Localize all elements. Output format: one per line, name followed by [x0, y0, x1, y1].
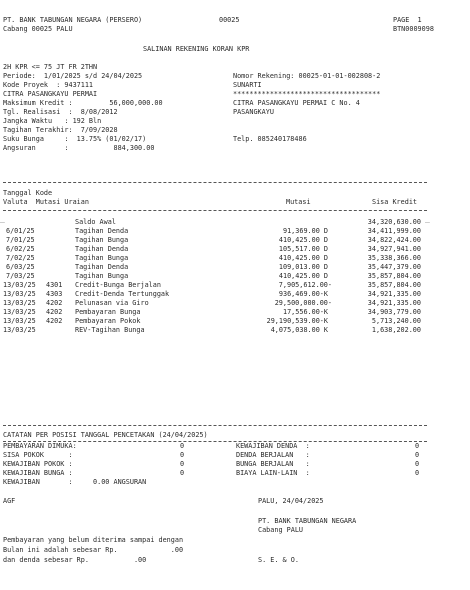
row-mutasi: 410,425.00 D [278, 236, 328, 244]
row-sisa-kredit: 34,903,779.00 [367, 308, 421, 316]
column-sisa-kredit-header: Sisa Kredit [372, 198, 418, 206]
row-date: 13/03/25 [3, 317, 36, 325]
note-line-1: Pembayaran yang belum diterima sampai dengan [3, 536, 184, 544]
document-number: BTN0009098 [393, 25, 434, 33]
kewajiban-denda-value: 0 [415, 442, 420, 450]
right-margin-mark: ‾ [425, 221, 430, 230]
row-uraian: Credit-Bunga Berjalan [75, 281, 161, 289]
row-sisa-kredit: 34,320,630.00 [367, 218, 421, 226]
jangka-waktu-line: Jangka Waktu : 192 Bln [3, 117, 102, 125]
row-date: 6/01/25 [6, 227, 35, 235]
agf-code: AGF [3, 497, 16, 505]
row-uraian: Credit-Denda Tertunggak [75, 290, 170, 298]
row-uraian: Tagihan Denda [75, 263, 129, 271]
row-date: 13/03/25 [3, 308, 36, 316]
signature-bank-branch: Cabang PALU [258, 526, 304, 534]
row-date: 7/02/25 [6, 254, 35, 262]
row-uraian: Saldo Awal [75, 218, 116, 226]
row-kode: 4202 [46, 317, 63, 325]
row-uraian: Tagihan Bunga [75, 254, 129, 262]
bunga-berjalan-label: BUNGA BERJALAN : [236, 460, 310, 468]
pembayaran-dimuka-value: 0 [180, 442, 185, 450]
row-uraian: Tagihan Bunga [75, 236, 129, 244]
kewajiban-denda-label: KEWAJIBAN DENDA : [236, 442, 310, 450]
nomor-rekening-line: Nomor Rekening: 00025-01-01-002808-2 [233, 72, 381, 80]
row-date: 13/03/25 [3, 290, 36, 298]
table-bottom-rule [3, 425, 427, 426]
branch-name: Cabang 00025 PALU [3, 25, 73, 33]
note-line-2: Bulan ini adalah sebesar Rp. .00 [3, 546, 184, 554]
row-sisa-kredit: 34,927,941.00 [367, 245, 421, 253]
tgl-realisasi-line: Tgl. Realisasi : 8/08/2012 [3, 108, 118, 116]
signature-bank-name: PT. BANK TABUNGAN NEGARA [258, 517, 357, 525]
left-margin-mark: ‾ [0, 221, 5, 230]
sisa-pokok-value: 0 [180, 451, 185, 459]
row-uraian: Pembayaran Pokok [75, 317, 141, 325]
row-sisa-kredit: 34,921,335.00 [367, 290, 421, 298]
alamat-line-2: PASANGKAYU [233, 108, 274, 116]
kewajiban-pokok-label: KEWAJIBAN POKOK : [3, 460, 73, 468]
product-line: 2H KPR <= 75 JT FR 2THN [3, 63, 98, 71]
row-uraian: Pelunasan via Giro [75, 299, 149, 307]
denda-berjalan-value: 0 [415, 451, 420, 459]
row-mutasi: 410,425.00 D [278, 272, 328, 280]
page-number: PAGE 1 [393, 16, 422, 24]
row-uraian: Tagihan Denda [75, 245, 129, 253]
row-uraian: Tagihan Denda [75, 227, 129, 235]
row-date: 6/02/25 [6, 245, 35, 253]
telepon-line: Telp. 085240178486 [233, 135, 307, 143]
kode-proyek-line: Kode Proyek : 9437111 [3, 81, 94, 89]
column-mutasi-header: Mutasi [286, 198, 311, 206]
tagihan-terakhir-line: Tagihan Terakhir: 7/09/2028 [3, 126, 118, 134]
kewajiban-bunga-label: KEWAJIBAN BUNGA : [3, 469, 73, 477]
row-sisa-kredit: 5,713,240.00 [371, 317, 421, 325]
stars-line: ************************************ [233, 90, 381, 98]
table-header-rule [3, 210, 427, 211]
row-mutasi: 17,556.00-K [282, 308, 328, 316]
denda-berjalan-label: DENDA BERJALAN : [236, 451, 310, 459]
row-kode: 4202 [46, 299, 63, 307]
page-title: SALINAN REKENING KORAN KPR [143, 45, 250, 53]
row-mutasi: 29,190,539.00-K [266, 317, 328, 325]
row-uraian: Pembayaran Bunga [75, 308, 141, 316]
row-date: 13/03/25 [3, 299, 36, 307]
errors-omissions-note: S. E. & O. [258, 556, 299, 564]
row-date: 7/03/25 [6, 272, 35, 280]
row-sisa-kredit: 35,447,379.00 [367, 263, 421, 271]
table-header-line-1: Tanggal Kode [3, 189, 53, 197]
row-mutasi: 4,075,038.00 K [270, 326, 328, 334]
periode-line: Periode: 1/01/2025 s/d 24/04/2025 [3, 72, 143, 80]
note-line-3: dan denda sebesar Rp. .00 [3, 556, 147, 564]
row-kode: 4303 [46, 290, 63, 298]
row-sisa-kredit: 34,921,335.00 [367, 299, 421, 307]
angsuran-line: Angsuran : 884,300.00 [3, 144, 155, 152]
row-mutasi: 7,905,612.00- [278, 281, 332, 289]
row-mutasi: 105,517.00 D [278, 245, 328, 253]
row-sisa-kredit: 35,338,366.00 [367, 254, 421, 262]
bank-name: PT. BANK TABUNGAN NEGARA (PERSERO) [3, 16, 143, 24]
table-top-rule [3, 182, 427, 183]
row-uraian: Tagihan Bunga [75, 272, 129, 280]
sisa-pokok-label: SISA POKOK : [3, 451, 73, 459]
row-mutasi: 91,369.00 D [282, 227, 328, 235]
kewajiban-bunga-value: 0 [180, 469, 185, 477]
row-sisa-kredit: 34,411,999.00 [367, 227, 421, 235]
bunga-berjalan-value: 0 [415, 460, 420, 468]
row-sisa-kredit: 35,857,804.00 [367, 281, 421, 289]
biaya-lain-value: 0 [415, 469, 420, 477]
kewajiban-pokok-value: 0 [180, 460, 185, 468]
suku-bunga-line: Suku Bunga : 13.75% (01/02/17) [3, 135, 147, 143]
row-kode: 4202 [46, 308, 63, 316]
bank-code: 00025 [219, 16, 240, 24]
place-date: PALU, 24/04/2025 [258, 497, 324, 505]
row-sisa-kredit: 35,857,804.00 [367, 272, 421, 280]
kewajiban-angsuran-line: KEWAJIBAN : 0.00 ANGSURAN [3, 478, 147, 486]
row-sisa-kredit: 34,822,424.00 [367, 236, 421, 244]
row-date: 13/03/25 [3, 281, 36, 289]
row-sisa-kredit: 1,638,202.00 [371, 326, 421, 334]
row-kode: 4301 [46, 281, 63, 289]
biaya-lain-label: BIAYA LAIN-LAIN : [236, 469, 310, 477]
row-mutasi: 109,013.00 D [278, 263, 328, 271]
row-date: 13/03/25 [3, 326, 36, 334]
row-date: 6/03/25 [6, 263, 35, 271]
row-date: 7/01/25 [6, 236, 35, 244]
row-mutasi: 29,500,000.00- [274, 299, 332, 307]
table-header-line-2: Valuta Mutasi Uraian [3, 198, 89, 206]
nama-nasabah: SUNARTI [233, 81, 262, 89]
row-mutasi: 936,469.00-K [278, 290, 328, 298]
developer-line: CITRA PASANGKAYU PERMAI [3, 90, 98, 98]
catatan-title: CATATAN PER POSISI TANGGAL PENCETAKAN (24/04/2025) [3, 431, 208, 439]
row-uraian: REV-Tagihan Bunga [75, 326, 145, 334]
pembayaran-dimuka-label: PEMBAYARAN DIMUKA: [3, 442, 77, 450]
alamat-line-1: CITRA PASANGKAYU PERMAI C No. 4 [233, 99, 360, 107]
maksimum-kredit-line: Maksimum Kredit : 56,000,000.00 [3, 99, 163, 107]
row-mutasi: 410,425.00 D [278, 254, 328, 262]
